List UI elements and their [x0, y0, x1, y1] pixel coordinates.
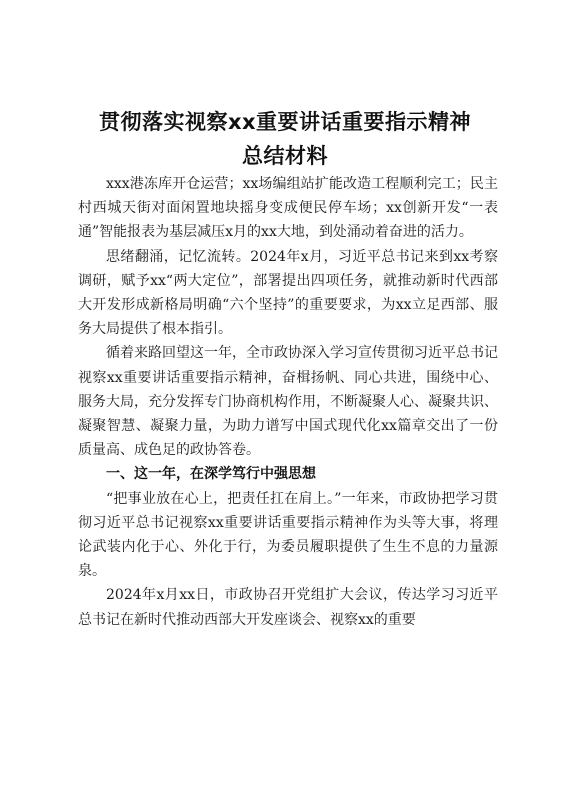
paragraph-review: 循着来路回望这一年，全市政协深入学习宣传贯彻习近平总书记视察xx重要讲话重要指示精神，奋楫扬帆、同心共进，围绕中心、服务大局，充分发挥专门协商机构作用，不断凝聚人心、凝聚共识、凝聚智慧、凝聚力量，为助力谱写中国式现代化xx篇章交出了一份质量高、成色足的政协答卷。 [78, 345, 498, 459]
paragraph-intro: xxx港冻库开仓运营；xx场编组站扩能改造工程顺利完工；民主村西城天街对面闲置地块摇身变成便民停车场；xx创新开发“一表通”智能报表为基层减压x月的xx大地，到处涌动着奋进的活力。 [78, 176, 498, 241]
document-body [78, 172, 498, 632]
section-heading: 一、这一年，在深学笃行中强思想 [106, 466, 316, 483]
paragraph-visit: 思绪翻涌，记忆流转。2024年x月，习近平总书记来到xx考察调研，赋予xx“两大定位”，部署提出四项任务，就推动新时代西部大开发形成新格局明确“六个坚持”的重要要求，为xx立足西部、服务大局提供了根本指引。 [78, 248, 498, 338]
document-title-line1: 贯彻落实视察xx重要讲话重要指示精神 [98, 110, 472, 134]
document-title-line2: 总结材料 [242, 144, 328, 168]
paragraph-section-2: 2024年x月xx日，市政协召开党组扩大会议，传达学习习近平总书记在新时代推动西部大开发座谈会、视察xx的重要 [78, 587, 498, 628]
paragraph-section-1: “把事业放在心上，把责任扛在肩上。”一年来，市政协把学习贯彻习近平总书记视察xx重要讲话重要指示精神作为头等大事，将理论武装内化于心、外化于行，为委员履职提供了生生不息的力量源泉。 [78, 490, 498, 580]
